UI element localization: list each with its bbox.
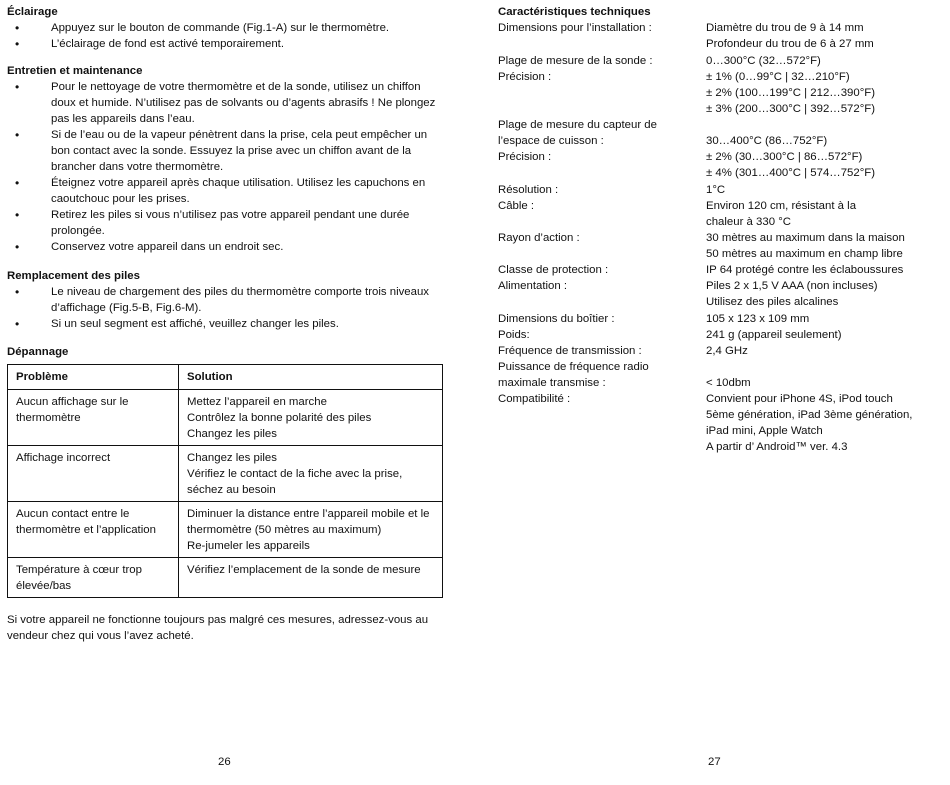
spec-values <box>706 198 946 230</box>
list-item: • L’éclairage de fond est activé temporairement. <box>7 36 447 52</box>
spec-values <box>706 375 946 391</box>
solution-line: Vérifiez le contact de la fiche avec la prise, séchez au besoin <box>187 468 403 496</box>
spec-value: 1°C <box>706 184 726 196</box>
list-item: • Si un seul segment est affiché, veuillez changer les piles. <box>7 316 447 332</box>
spec-values <box>706 311 946 327</box>
heading-specifications: Caractéristiques techniques <box>498 6 651 18</box>
section-eclairage <box>7 4 447 52</box>
table-row <box>8 446 443 502</box>
table-row <box>8 502 443 558</box>
spec-label <box>498 359 698 391</box>
spec-label <box>498 149 698 165</box>
spec-values <box>706 149 946 181</box>
spec-values <box>706 343 946 359</box>
spec-label-line: Rayon d’action : <box>498 232 580 244</box>
spec-label <box>498 230 698 246</box>
column-header-problem: Problème <box>8 365 179 390</box>
solution-line: Changez les piles <box>187 428 277 440</box>
spec-value: 241 g (appareil seulement) <box>706 329 842 341</box>
spec-label-line: l’espace de cuisson : <box>498 135 604 147</box>
spec-values <box>706 133 946 149</box>
solution-line: Contrôlez la bonne polarité des piles <box>187 412 372 424</box>
solution-line: Re-jumeler les appareils <box>187 540 310 552</box>
spec-value: IP 64 protégé contre les éclaboussures <box>706 264 904 276</box>
troubleshooting-table <box>7 364 443 598</box>
page-number-left: 26 <box>218 756 231 768</box>
spec-label-line: Puissance de fréquence radio <box>498 361 649 373</box>
section-entretien <box>7 63 447 255</box>
spec-values <box>706 20 946 52</box>
spec-label <box>498 198 698 214</box>
spec-value: ± 3% (200…300°C | 392…572°F) <box>706 103 876 115</box>
spec-label <box>498 20 698 36</box>
spec-value: Piles 2 x 1,5 V AAA (non incluses) <box>706 280 878 292</box>
heading-depannage: Dépannage <box>7 346 69 358</box>
spec-label-line: maximale transmise : <box>498 377 606 389</box>
spec-values <box>706 278 946 310</box>
spec-value: ± 1% (0…99°C | 32…210°F) <box>706 71 850 83</box>
table-row <box>8 558 443 598</box>
spec-values <box>706 391 946 455</box>
spec-label-line: Précision : <box>498 151 552 163</box>
spec-value: Diamètre du trou de 9 à 14 mm <box>706 22 864 34</box>
spec-values <box>706 327 946 343</box>
spec-label-line: Fréquence de transmission : <box>498 345 642 357</box>
cell-solution <box>179 502 443 558</box>
support-note: Si votre appareil ne fonctionne toujours pas malgré ces mesures, adressez-vous au vendeur chez qui vous l’avez acheté. <box>7 614 429 642</box>
list-item: • Pour le nettoyage de votre thermomètre et de la sonde, utilisez un chiffon doux et humide. N’utilisez pas de solvants ou d’agents abrasifs ! Ne plongez pas les appareils dans l’eau. <box>7 79 447 127</box>
spec-label-line: Dimensions pour l’installation : <box>498 22 652 34</box>
spec-label-line: Précision : <box>498 71 552 83</box>
spec-label <box>498 278 698 294</box>
page-number-right: 27 <box>708 756 721 768</box>
spec-label-line: Câble : <box>498 200 535 212</box>
spec-label <box>498 311 698 327</box>
spec-label <box>498 327 698 343</box>
cell-solution <box>179 558 443 598</box>
eclairage-list <box>7 20 447 52</box>
entretien-list <box>7 79 447 255</box>
cell-solution <box>179 446 443 502</box>
spec-values <box>706 230 946 262</box>
table-row <box>8 390 443 446</box>
list-item: • Conservez votre appareil dans un endroit sec. <box>7 239 447 255</box>
spec-value: ± 2% (30…300°C | 86…572°F) <box>706 151 863 163</box>
spec-value: Environ 120 cm, résistant à la <box>706 200 857 212</box>
spec-label-line: Dimensions du boîtier : <box>498 313 615 325</box>
column-header-solution: Solution <box>179 365 443 390</box>
spec-label <box>498 69 698 85</box>
cell-problem: Aucun contact entre le thermomètre et l’application <box>8 502 179 558</box>
solution-line: Mettez l’appareil en marche <box>187 396 327 408</box>
spec-label-line: Plage de mesure de la sonde : <box>498 55 653 67</box>
spec-value: chaleur à 330 °C <box>706 216 791 228</box>
solution-line: Diminuer la distance entre l’appareil mobile et le thermomètre (50 mètres au maximum) <box>187 508 430 536</box>
cell-problem: Température à cœur trop élevée/bas <box>8 558 179 598</box>
spec-label <box>498 343 698 359</box>
spec-value: ± 2% (100…199°C | 212…390°F) <box>706 87 876 99</box>
spec-values <box>706 262 946 278</box>
spec-values <box>706 53 946 69</box>
spec-value: 5ème génération, iPad 3ème génération, <box>706 409 913 421</box>
piles-list <box>7 284 447 332</box>
spec-label-line: Résolution : <box>498 184 559 196</box>
spec-value: A partir d’ Android™ ver. 4.3 <box>706 441 848 453</box>
spec-label <box>498 391 698 407</box>
spec-values <box>706 182 946 198</box>
spec-value: 0…300°C (32…572°F) <box>706 55 821 67</box>
spec-label <box>498 182 698 198</box>
spec-label-line: Poids: <box>498 329 530 341</box>
list-item: • Appuyez sur le bouton de commande (Fig.1-A) sur le thermomètre. <box>7 20 447 36</box>
cell-solution <box>179 390 443 446</box>
spec-value: Convient pour iPhone 4S, iPod touch <box>706 393 893 405</box>
spec-label <box>498 117 698 149</box>
spec-value: 105 x 123 x 109 mm <box>706 313 810 325</box>
spec-value: Utilisez des piles alcalines <box>706 296 839 308</box>
cell-problem: Affichage incorrect <box>8 446 179 502</box>
spec-values <box>706 69 946 117</box>
spec-label-line: Plage de mesure du capteur de <box>498 119 657 131</box>
solution-line: Changez les piles <box>187 452 277 464</box>
spec-value: 30…400°C (86…752°F) <box>706 135 828 147</box>
list-item: • Retirez les piles si vous n’utilisez pas votre appareil pendant une durée prolongée. <box>7 207 447 239</box>
spec-value: 30 mètres au maximum dans la maison <box>706 232 905 244</box>
solution-line: Vérifiez l’emplacement de la sonde de mesure <box>187 564 421 576</box>
spec-label-line: Classe de protection : <box>498 264 609 276</box>
spec-label <box>498 53 698 69</box>
section-piles <box>7 268 447 332</box>
heading-eclairage: Éclairage <box>7 6 58 18</box>
spec-label <box>498 262 698 278</box>
cell-problem: Aucun affichage sur le thermomètre <box>8 390 179 446</box>
spec-label-line: Compatibilité : <box>498 393 571 405</box>
spec-label-line: Alimentation : <box>498 280 568 292</box>
heading-entretien: Entretien et maintenance <box>7 65 143 77</box>
spec-value: < 10dbm <box>706 377 751 389</box>
table-header-row <box>8 365 443 390</box>
list-item: • Si de l’eau ou de la vapeur pénètrent dans la prise, cela peut empêcher un bon contact avec la sonde. Essuyez la prise avec un chiffon avant de la brancher dans votre thermomètre. <box>7 127 447 175</box>
heading-piles: Remplacement des piles <box>7 270 140 282</box>
list-item: • Le niveau de chargement des piles du thermomètre comporte trois niveaux d’affichage (Fig.5-B, Fig.6-M). <box>7 284 447 316</box>
spec-value: Profondeur du trou de 6 à 27 mm <box>706 38 874 50</box>
spec-value: iPad mini, Apple Watch <box>706 425 823 437</box>
spec-value: 2,4 GHz <box>706 345 748 357</box>
spec-value: 50 mètres au maximum en champ libre <box>706 248 903 260</box>
list-item: • Éteignez votre appareil après chaque utilisation. Utilisez les capuchons en caoutchouc pour les prises. <box>7 175 447 207</box>
spec-value: ± 4% (301…400°C | 574…752°F) <box>706 167 876 179</box>
